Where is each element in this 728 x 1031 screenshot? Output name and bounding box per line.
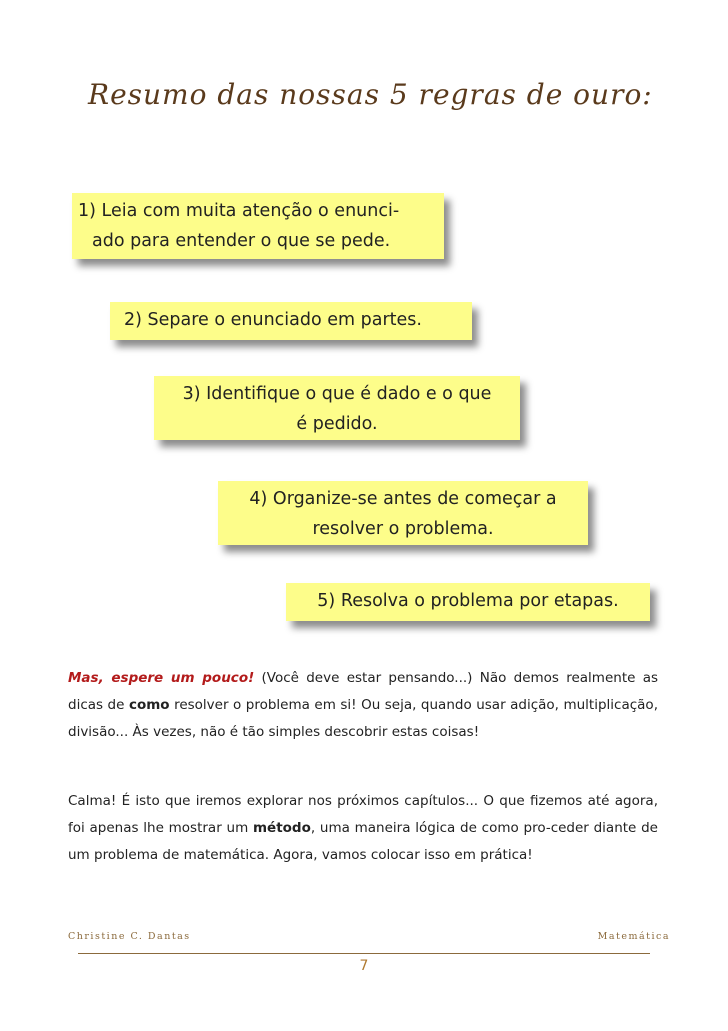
rule-4-line-2: resolver o problema. [312,519,494,539]
rule-5-line-1: 5) Resolva o problema por etapas. [317,591,619,611]
rule-note-5 [286,583,650,621]
rule-2-line-1: 2) Separe o enunciado em partes. [124,310,422,330]
rule-4-line-1: 4) Organize-se antes de começar a [249,489,557,509]
rule-3-line-2: é pedido. [296,414,378,434]
rule-1-line-2: ado para entender o que se pede. [92,231,391,251]
paragraph-2-bold: método [252,820,311,836]
paragraph-1-emphasis: Mas, espere um pouco! [68,670,255,686]
paragraph-2-text-a: Calma! É isto que iremos explorar nos próximos capítulos... O que fizemos até agora, foi apenas lhe mostrar um [68,793,658,836]
footer-subject: Matemática [597,931,670,942]
page-title: Resumo das nossas 5 regras de ouro: [88,78,653,111]
rule-note-3 [154,376,520,440]
footer-divider [78,953,650,954]
paragraph-2-text-b: , uma maneira lógica de como pro-ceder diante de um problema de matemática. Agora, vamos colocar isso em prática! [68,820,658,863]
page-number: 7 [359,958,369,974]
footer-author: Christine C. Dantas [68,931,191,942]
paragraph-1-bold: como [128,697,170,713]
rule-3-line-1: 3) Identifique o que é dado e o que [182,384,492,404]
paragraph-1-text-a: (Você deve estar pensando...) Não demos realmente as dicas de [68,670,658,713]
rule-1-line-1: 1) Leia com muita atenção o enunci- [78,201,400,221]
rule-note-2 [110,302,472,340]
paragraph-2 [68,788,658,869]
rule-note-1 [72,193,444,259]
rule-note-4 [218,481,588,545]
paragraph-1 [68,665,658,746]
paragraph-1-text-b: resolver o problema em si! Ou seja, quando usar adição, multiplicação, divisão... Às vezes, não é tão simples descobrir estas coisas! [68,697,658,740]
